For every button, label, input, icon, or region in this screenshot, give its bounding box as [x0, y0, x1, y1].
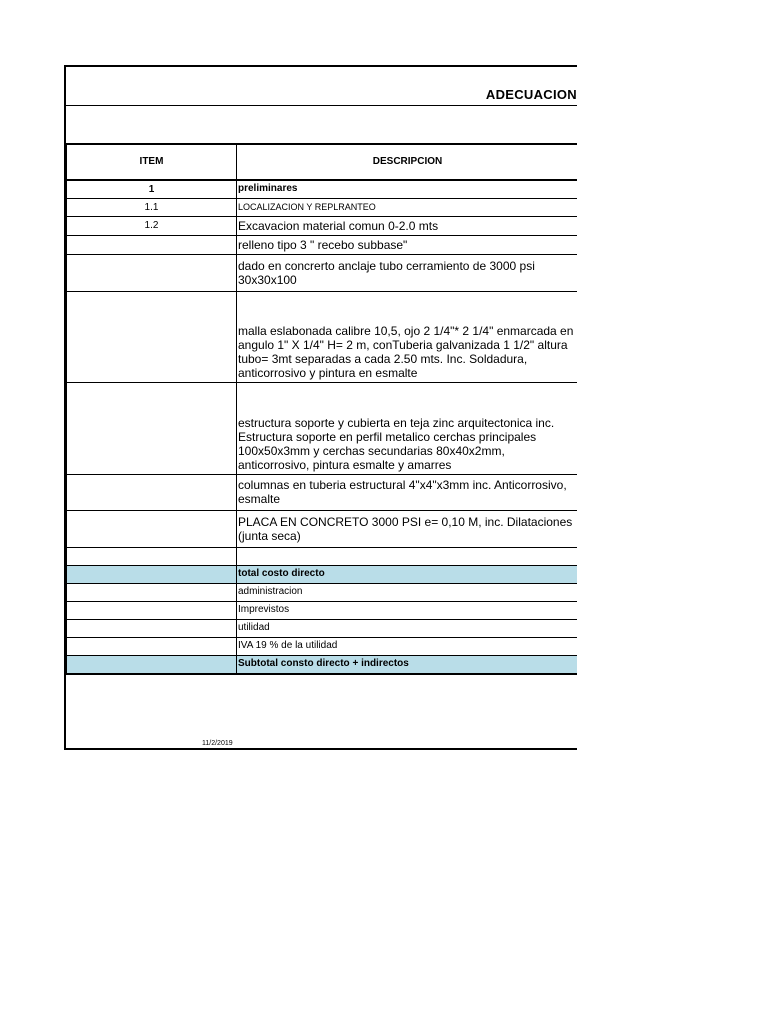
table-row [67, 474, 578, 510]
footer-date: 11/2/2019 [202, 740, 233, 747]
summary-item-cell [67, 601, 237, 619]
budget-table [66, 143, 577, 675]
table-header-row [67, 144, 578, 181]
item-number [67, 235, 237, 254]
table-row [67, 216, 578, 235]
blank-header-row [66, 105, 577, 145]
summary-label: utilidad [237, 619, 578, 637]
table-row [67, 510, 578, 547]
title-bar [66, 67, 577, 106]
summary-item-cell [67, 565, 237, 583]
item-description: relleno tipo 3 " recebo subbase" [237, 235, 578, 254]
table-row [67, 382, 578, 474]
item-description: malla eslabonada calibre 10,5, ojo 2 1/4"* 2 1/4" enmarcada en angulo 1" X 1/4" H= 2 m, conTuberia galvanizada 1 1/2" altura tubo= 3mt separadas a cada 2.50 mts. Inc. Soldadura, anticorrosivo y pintura en esmalte [237, 291, 578, 382]
summary-row [67, 619, 578, 637]
item-description: dado en concrerto anclaje tubo cerramiento de 3000 psi 30x30x100 [237, 254, 578, 291]
item-number [67, 547, 237, 565]
item-number [67, 291, 237, 382]
item-number [67, 382, 237, 474]
column-header-item: ITEM [67, 144, 237, 181]
item-number: 1.2 [67, 216, 237, 235]
summary-label: IVA 19 % de la utilidad [237, 637, 578, 655]
summary-row [67, 637, 578, 655]
summary-label: Subtotal consto directo + indirectos [237, 655, 578, 674]
summary-item-cell [67, 619, 237, 637]
table-row [67, 198, 578, 216]
summary-item-cell [67, 637, 237, 655]
summary-item-cell [67, 655, 237, 674]
summary-row [67, 601, 578, 619]
item-number [67, 254, 237, 291]
table-row [67, 235, 578, 254]
item-number [67, 474, 237, 510]
summary-row-subtotal [67, 655, 578, 674]
summary-item-cell [67, 583, 237, 601]
item-description: estructura soporte y cubierta en teja zinc arquitectonica inc. Estructura soporte en perfil metalico cerchas principales 100x50x3mm y cerchas secundarias 80x40x2mm, anticorrosivo, pintura esmalte y amarres [237, 382, 578, 474]
item-description [237, 547, 578, 565]
table-row [67, 180, 578, 198]
table-row [67, 547, 578, 565]
summary-row-total-direct [67, 565, 578, 583]
spreadsheet-page [64, 65, 577, 750]
column-header-description: DESCRIPCION [237, 144, 578, 181]
item-number [67, 510, 237, 547]
summary-label: total costo directo [237, 565, 578, 583]
page-title: ADECUACION [485, 87, 577, 102]
item-description: columnas en tuberia estructural 4"x4"x3mm inc. Anticorrosivo, esmalte [237, 474, 578, 510]
item-number: 1.1 [67, 198, 237, 216]
item-description: PLACA EN CONCRETO 3000 PSI e= 0,10 M, inc. Dilataciones (junta seca) [237, 510, 578, 547]
table-row [67, 254, 578, 291]
item-description: Excavacion material comun 0-2.0 mts [237, 216, 578, 235]
item-description: preliminares [237, 180, 578, 198]
table-row [67, 291, 578, 382]
item-number: 1 [67, 180, 237, 198]
summary-row [67, 583, 578, 601]
summary-label: Imprevistos [237, 601, 578, 619]
summary-label: administracion [237, 583, 578, 601]
item-description: LOCALIZACION Y REPLRANTEO [237, 198, 578, 216]
